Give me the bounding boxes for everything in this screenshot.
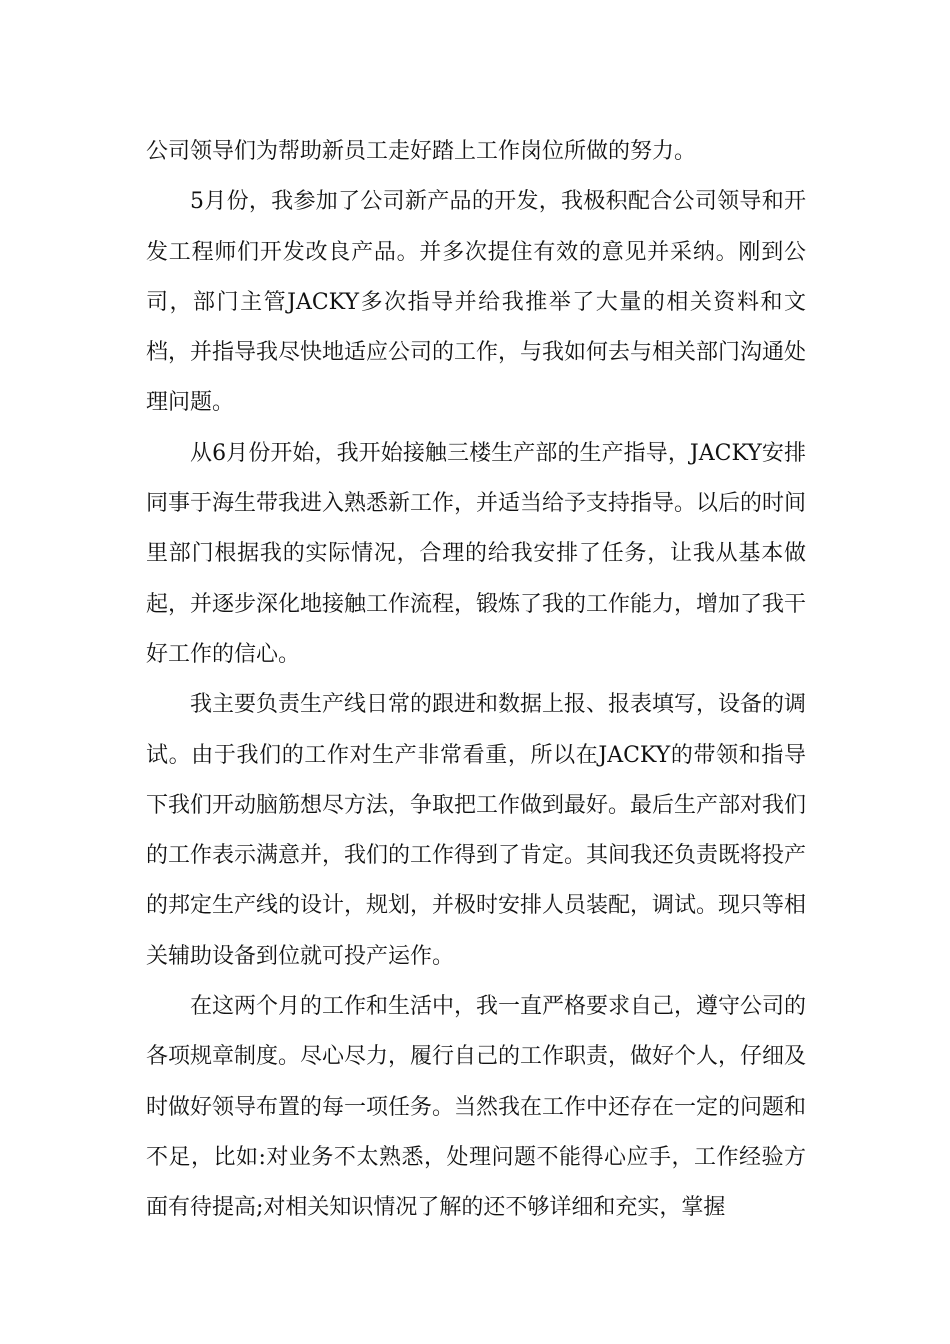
paragraph-2: 5月份，我参加了公司新产品的开发，我极积配合公司领导和开发工程师们开发改良产品。并多次提住有效的意见并采纳。刚到公司，部门主管JACKY多次指导并给我推举了大量的相关资料和文档，并指导我尽快地适应公司的工作，与我如何去与相关部门沟通处理问题。	[146, 189, 807, 416]
paragraph-5: 在这两个月的工作和生活中，我一直严格要求自己，遵守公司的各项规章制度。尽心尽力，履行自己的工作职责，做好个人，仔细及时做好领导布置的每一项任务。当然我在工作中还存在一定的问题和不足，比如:对业务不太熟悉，处理问题不能得心应手，工作经验方面有待提高;对相关知识情况了解的还不够详细和充实，掌握	[146, 994, 807, 1221]
document-body	[146, 127, 806, 1234]
paragraph-4: 我主要负责生产线日常的跟进和数据上报、报表填写，设备的调试。由于我们的工作对生产非常看重，所以在JACKY的带领和指导下我们开动脑筋想尽方法，争取把工作做到最好。最后生产部对我们的工作表示满意并，我们的工作得到了肯定。其间我还负责既将投产的邦定生产线的设计，规划，并极时安排人员装配，调试。现只等相关辅助设备到位就可投产运作。	[146, 692, 807, 969]
paragraph-3: 从6月份开始，我开始接触三楼生产部的生产指导，JACKY安排同事于海生带我进入熟悉新工作，并适当给予支持指导。以后的时间里部门根据我的实际情况，合理的给我安排了任务，让我从基本做起，并逐步深化地接触工作流程，锻炼了我的工作能力，增加了我干好工作的信心。	[146, 440, 807, 667]
paragraph-1: 公司领导们为帮助新员工走好踏上工作岗位所做的努力。	[146, 139, 697, 164]
